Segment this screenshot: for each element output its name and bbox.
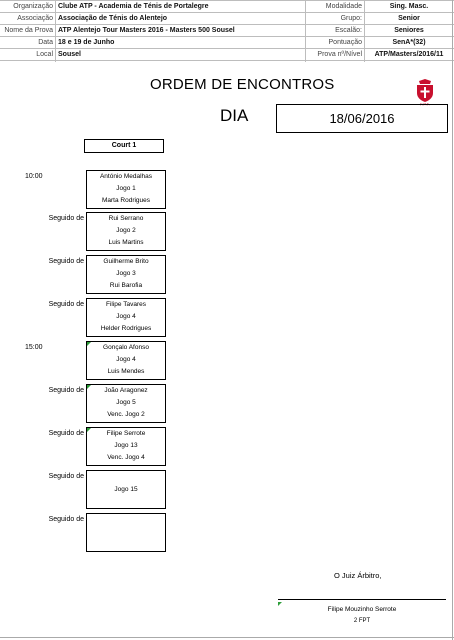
header-label: Grupo:: [340, 15, 362, 22]
header-table: [0, 0, 454, 62]
court-header: Court 1: [84, 139, 164, 153]
header-label: Prova nº/Nível: [317, 51, 362, 58]
header-label: Modalidade: [325, 3, 362, 10]
match-box: [86, 212, 166, 251]
page-bottom-border: [0, 637, 454, 638]
header-value: Seniores: [394, 27, 424, 34]
header-row: [0, 49, 454, 61]
fpt-logo: [412, 78, 438, 106]
header-label: Data: [38, 39, 53, 46]
header-value: Clube ATP - Academia de Ténis de Portalegre: [58, 3, 209, 10]
match-player: Luis Martins: [108, 239, 144, 246]
logo-text: F.P.T.: [420, 101, 430, 106]
header-label: Pontuação: [328, 39, 362, 46]
match-player: Guilherme Brito: [103, 258, 149, 265]
match-time-label: Seguido de: [48, 516, 84, 523]
match-player: Luis Mendes: [107, 368, 145, 375]
header-divider: [305, 0, 306, 62]
match-box: [86, 427, 166, 466]
signature-line: [278, 599, 446, 600]
match-time-label: Seguido de: [48, 387, 84, 394]
match-player: Venc. Jogo 4: [107, 454, 145, 461]
match-player: Filipe Serrote: [106, 430, 146, 437]
page-right-border: [452, 0, 453, 640]
match-time-label: 15:00: [25, 344, 43, 351]
header-label: Associação: [17, 15, 53, 22]
match-player: João Aragonez: [104, 387, 148, 394]
match-game-number: Jogo 1: [116, 185, 136, 192]
header-value: Associação de Ténis do Alentejo: [58, 15, 168, 22]
comment-flag: [87, 428, 91, 444]
header-label: Organização: [13, 3, 53, 10]
match-time-label: Seguido de: [48, 473, 84, 480]
match-box: [86, 384, 166, 423]
header-label: Local: [36, 51, 53, 58]
match-player: Filipe Tavares: [106, 301, 146, 308]
header-row: [0, 37, 454, 49]
match-player: Venc. Jogo 2: [107, 411, 145, 418]
header-value: ATP/Masters/2016/11: [374, 51, 444, 58]
header-value: Sing. Masc.: [389, 3, 429, 10]
comment-flag: [87, 385, 91, 401]
match-time-label: 10:00: [25, 173, 43, 180]
match-time-label: Seguido de: [48, 301, 84, 308]
header-row: [0, 25, 454, 37]
header-divider: [364, 0, 365, 62]
header-value: 18 e 19 de Junho: [58, 39, 115, 46]
header-row: [0, 1, 454, 13]
referee-name: Filipe Mouzinho Serrote: [327, 606, 397, 613]
referee-label: O Juiz Árbitro,: [334, 571, 382, 580]
match-player: António Medalhas: [99, 173, 153, 180]
match-box: [86, 470, 166, 509]
comment-flag: [87, 342, 91, 358]
match-game-number: Jogo 13: [114, 442, 138, 449]
match-box: [86, 298, 166, 337]
match-player: Rui Barofia: [109, 282, 143, 289]
match-player: Rui Serrano: [108, 215, 144, 222]
match-game-number: Jogo 4: [116, 313, 136, 320]
header-label: Escalão:: [335, 27, 362, 34]
match-game-number: Jogo 3: [116, 270, 136, 277]
match-box: [86, 170, 166, 209]
match-player: Gonçalo Afonso: [103, 344, 149, 351]
match-line: Jogo 15: [114, 486, 138, 493]
match-game-number: Jogo 2: [116, 227, 136, 234]
match-box: [86, 255, 166, 294]
header-value: SenA*(32): [392, 39, 426, 46]
header-value: Sousel: [58, 51, 81, 58]
match-box: [86, 341, 166, 380]
match-game-number: Jogo 5: [116, 399, 136, 406]
match-time-label: Seguido de: [48, 430, 84, 437]
match-time-label: Seguido de: [48, 215, 84, 222]
header-value: Senior: [398, 15, 420, 22]
day-label: DIA: [220, 106, 249, 125]
header-divider: [55, 0, 56, 62]
match-player: Marta Rodrigues: [101, 197, 151, 204]
match-time-label: Seguido de: [48, 258, 84, 265]
header-value: ATP Alentejo Tour Masters 2016 - Masters 500 Sousel: [58, 27, 235, 34]
match-box: [86, 513, 166, 552]
header-row: [0, 13, 454, 25]
match-player: Helder Rodrigues: [100, 325, 152, 332]
match-game-number: Jogo 4: [116, 356, 136, 363]
date-box: 18/06/2016: [276, 104, 448, 133]
page-title: ORDEM DE ENCONTROS: [150, 76, 335, 93]
referee-subtitle: 2 FPT: [353, 618, 371, 624]
header-label: Nome da Prova: [4, 27, 53, 34]
